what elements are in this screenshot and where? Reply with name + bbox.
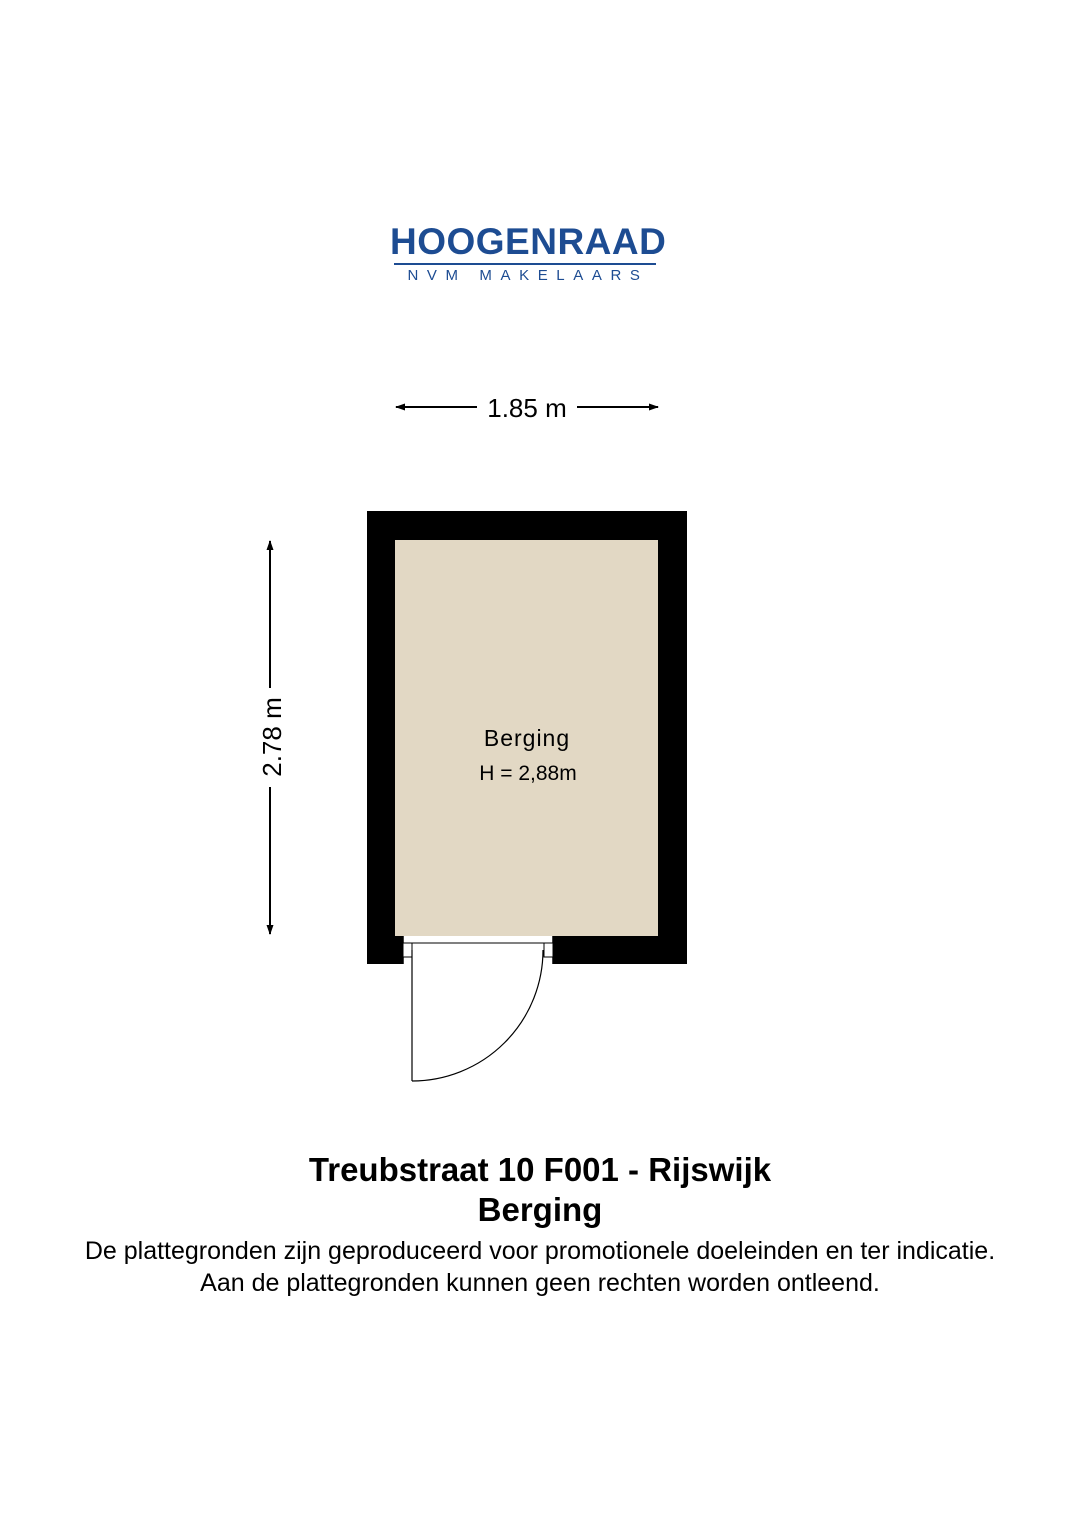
room-berging: [367, 511, 687, 1081]
door-swing-arc: [412, 950, 543, 1081]
depth-dimension-label: 2.78 m: [257, 697, 287, 777]
door-jamb-left: [403, 943, 412, 957]
door-opening: [403, 936, 553, 966]
door-jamb-right: [544, 943, 553, 957]
width-dimension-label: 1.85 m: [487, 393, 567, 423]
depth-dimension: [257, 541, 287, 934]
disclaimer-line-2: Aan de plattegronden kunnen geen rechten worden ontleend.: [200, 1269, 880, 1297]
logo-subtitle: NVM MAKELAARS: [407, 267, 649, 284]
disclaimer-line-1: De plattegronden zijn geproduceerd voor promotionele doeleinden en ter indicatie.: [84, 1237, 996, 1265]
room-height-label: H = 2,88m: [479, 762, 577, 785]
logo-wordmark: HOOGENRAAD: [390, 221, 667, 262]
plan-room-title: Berging: [477, 1191, 603, 1228]
property-address: Treubstraat 10 F001 - Rijswijk: [308, 1151, 772, 1188]
width-dimension: [396, 393, 658, 423]
room-name-label: Berging: [483, 725, 571, 751]
disclaimer: [0, 1235, 1080, 1299]
